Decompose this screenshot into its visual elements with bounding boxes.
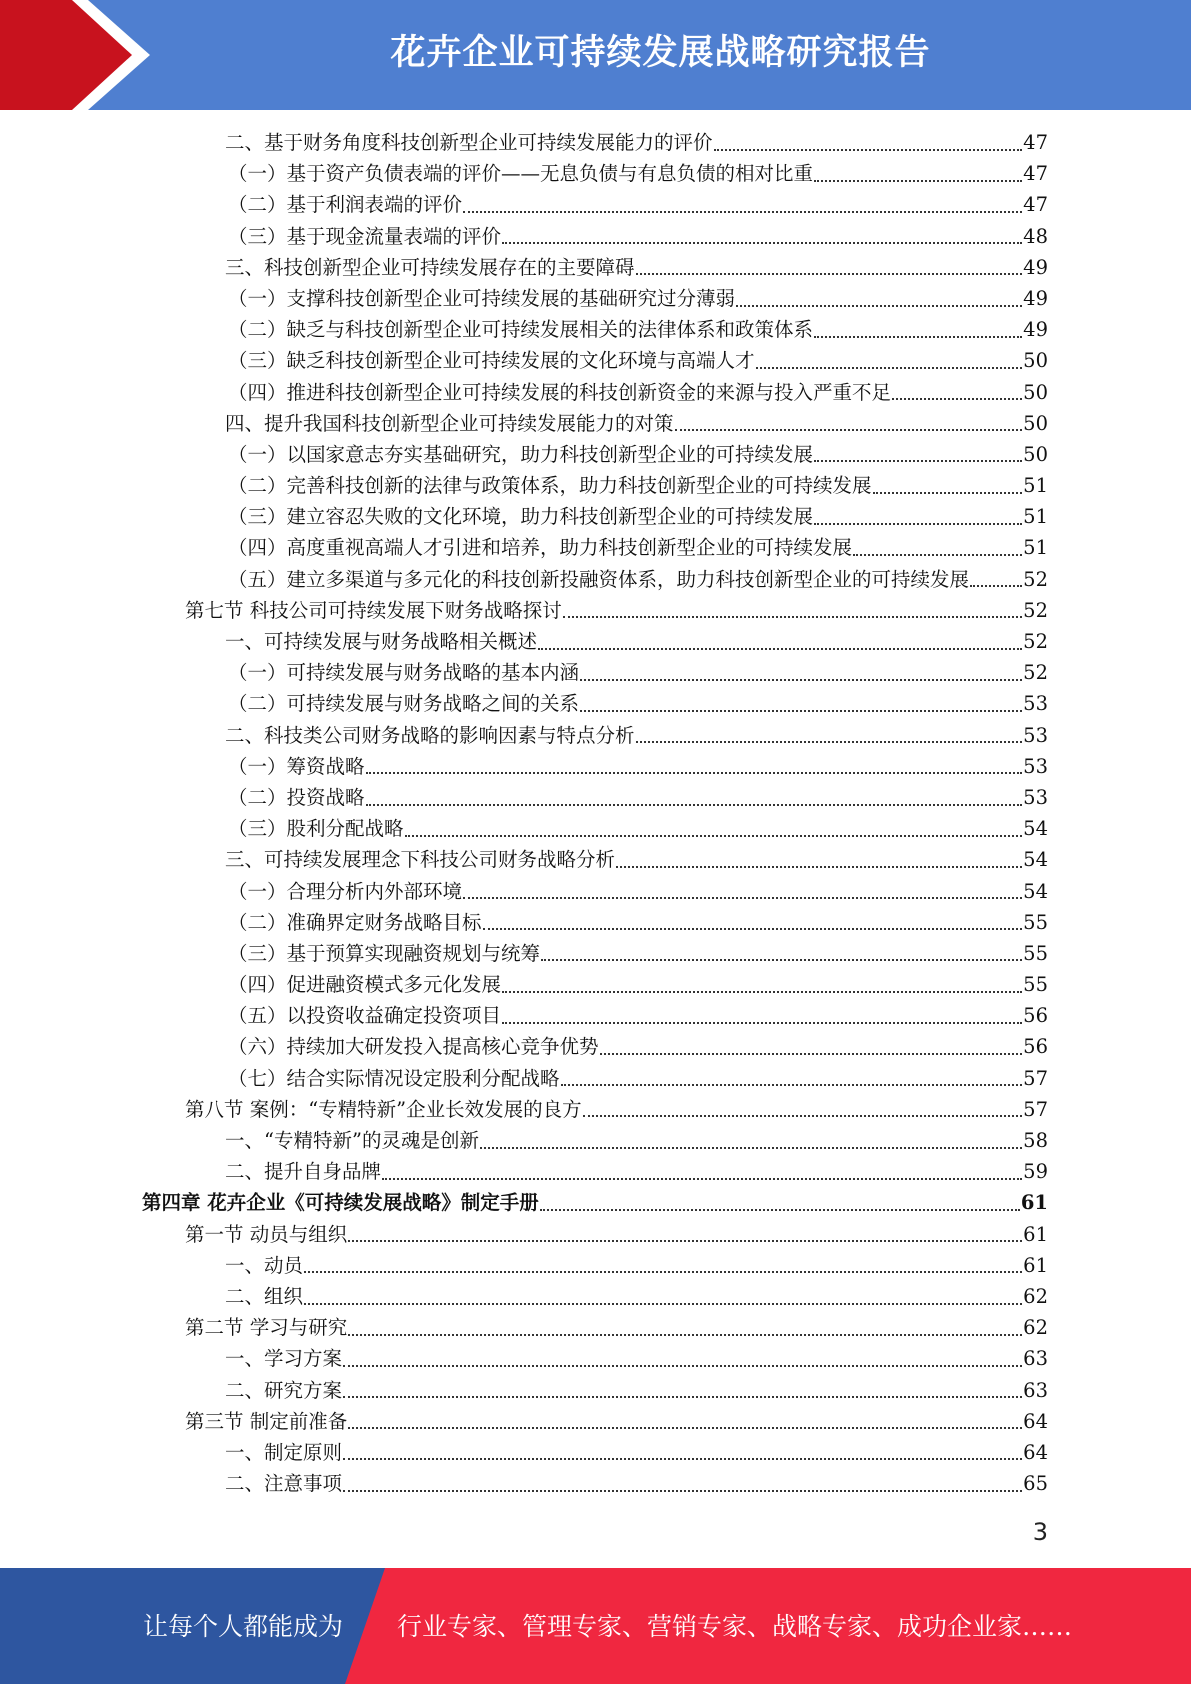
toc-dot-leader bbox=[580, 679, 1022, 681]
toc-entry-title: （二）投资战略 bbox=[228, 785, 365, 809]
toc-entry-page: 51 bbox=[1023, 474, 1048, 498]
toc-entry-page: 50 bbox=[1023, 380, 1048, 404]
toc-dot-leader bbox=[675, 429, 1023, 431]
toc-entry-title: （一）基于资产负债表端的评价——无息负债与有息负债的相对比重 bbox=[228, 162, 814, 186]
toc-entry[interactable] bbox=[0, 595, 1191, 626]
toc-entry-page: 47 bbox=[1023, 162, 1048, 186]
toc-entry-page: 56 bbox=[1023, 1004, 1048, 1028]
toc-dot-leader bbox=[636, 273, 1023, 275]
toc-dot-leader bbox=[736, 305, 1022, 307]
toc-dot-leader bbox=[873, 492, 1023, 494]
toc-entry-title: （二）完善科技创新的法律与政策体系，助力科技创新型企业的可持续发展 bbox=[228, 474, 872, 498]
toc-entry-title: 三、科技创新型企业可持续发展存在的主要障碍 bbox=[225, 255, 635, 279]
toc-entry-title: 二、基于财务角度科技创新型企业可持续发展能力的评价 bbox=[225, 131, 713, 154]
toc-entry-page: 48 bbox=[1023, 224, 1048, 248]
toc-dot-leader bbox=[483, 928, 1023, 930]
toc-entry-page: 52 bbox=[1023, 567, 1048, 591]
toc-dot-leader bbox=[343, 1396, 1022, 1398]
toc-entry-title: （三）基于现金流量表端的评价 bbox=[228, 224, 502, 248]
toc-entry[interactable] bbox=[0, 252, 1191, 283]
toc-dot-leader bbox=[502, 991, 1022, 993]
toc-entry[interactable] bbox=[0, 1281, 1191, 1312]
toc-entry[interactable] bbox=[0, 283, 1191, 314]
toc-entry-page: 55 bbox=[1023, 910, 1048, 934]
toc-entry-title: 第七节 科技公司可持续发展下财务战略探讨 bbox=[185, 598, 562, 622]
toc-entry[interactable] bbox=[0, 1219, 1191, 1250]
toc-entry-page: 52 bbox=[1023, 630, 1048, 653]
toc-entry-title: （五）建立多渠道与多元化的科技创新投融资体系，助力科技创新型企业的可持续发展 bbox=[228, 567, 970, 591]
toc-dot-leader bbox=[366, 804, 1023, 806]
toc-entry-page: 61 bbox=[1023, 1253, 1048, 1277]
toc-entry[interactable] bbox=[0, 1468, 1191, 1499]
toc-entry-page: 59 bbox=[1023, 1160, 1048, 1184]
toc-entry[interactable] bbox=[0, 1063, 1191, 1094]
toc-dot-leader bbox=[540, 1209, 1020, 1211]
toc-entry-title: （七）结合实际情况设定股利分配战略 bbox=[228, 1066, 560, 1090]
toc-entry[interactable] bbox=[0, 221, 1191, 252]
toc-entry[interactable] bbox=[0, 751, 1191, 782]
toc-entry-title: （一）以国家意志夯实基础研究，助力科技创新型企业的可持续发展 bbox=[228, 442, 814, 466]
toc-dot-leader bbox=[463, 897, 1022, 899]
page-header bbox=[0, 0, 1191, 110]
toc-dot-leader bbox=[714, 149, 1023, 151]
toc-entry[interactable] bbox=[0, 532, 1191, 563]
toc-dot-leader bbox=[853, 554, 1022, 556]
toc-entry-page: 56 bbox=[1023, 1035, 1048, 1059]
toc-entry-page: 61 bbox=[1020, 1191, 1048, 1215]
toc-entry[interactable] bbox=[0, 189, 1191, 220]
toc-entry-title: 一、制定原则 bbox=[225, 1440, 343, 1464]
toc-entry-title: 二、提升自身品牌 bbox=[225, 1160, 382, 1184]
toc-entry-page: 53 bbox=[1023, 692, 1048, 716]
toc-entry-page: 54 bbox=[1023, 848, 1048, 872]
toc-dot-leader bbox=[814, 523, 1022, 525]
toc-entry-page: 57 bbox=[1023, 1097, 1048, 1121]
toc-entry[interactable] bbox=[0, 1406, 1191, 1437]
toc-entry-page: 63 bbox=[1023, 1378, 1048, 1402]
toc-entry[interactable] bbox=[0, 876, 1191, 907]
page-number: 3 bbox=[1032, 1518, 1048, 1546]
toc-entry[interactable] bbox=[0, 314, 1191, 345]
toc-entry-page: 53 bbox=[1023, 785, 1048, 809]
toc-entry[interactable] bbox=[0, 1094, 1191, 1125]
toc-entry[interactable] bbox=[0, 1000, 1191, 1031]
toc-dot-leader bbox=[563, 616, 1022, 618]
toc-dot-leader bbox=[561, 1084, 1023, 1086]
toc-dot-leader bbox=[348, 1334, 1022, 1336]
toc-entry[interactable] bbox=[0, 720, 1191, 751]
toc-entry-title: 第一节 动员与组织 bbox=[185, 1222, 348, 1246]
toc-dot-leader bbox=[343, 1365, 1022, 1367]
toc-dot-leader bbox=[405, 835, 1023, 837]
toc-entry-page: 62 bbox=[1023, 1316, 1048, 1340]
toc-entry[interactable] bbox=[0, 844, 1191, 875]
toc-dot-leader bbox=[480, 1147, 1022, 1149]
toc-entry-title: （四）高度重视高端人才引进和培养，助力科技创新型企业的可持续发展 bbox=[228, 536, 853, 560]
toc-entry[interactable] bbox=[0, 1125, 1191, 1156]
toc-entry-title: （五）以投资收益确定投资项目 bbox=[228, 1004, 502, 1028]
toc-entry-page: 50 bbox=[1023, 349, 1048, 373]
toc-entry-title: 四、提升我国科技创新型企业可持续发展能力的对策 bbox=[225, 411, 674, 435]
toc-entry[interactable] bbox=[0, 345, 1191, 376]
toc-entry-title: 一、动员 bbox=[225, 1253, 304, 1277]
footer-slogan-right: 行业专家、管理专家、营销专家、战略专家、成功企业家…… bbox=[397, 1612, 1073, 1641]
toc-entry[interactable] bbox=[0, 782, 1191, 813]
toc-entry[interactable] bbox=[0, 626, 1191, 657]
toc-dot-leader bbox=[343, 1490, 1022, 1492]
toc-entry-page: 49 bbox=[1023, 318, 1048, 342]
toc-dot-leader bbox=[538, 648, 1022, 650]
toc-dot-leader bbox=[304, 1303, 1022, 1305]
toc-entry-page: 55 bbox=[1023, 973, 1048, 997]
toc-entry-page: 64 bbox=[1023, 1440, 1048, 1464]
toc-entry-title: （四）促进融资模式多元化发展 bbox=[228, 973, 502, 997]
toc-entry-title: 一、学习方案 bbox=[225, 1347, 343, 1371]
toc-entry-page: 50 bbox=[1023, 442, 1048, 466]
toc-dot-leader bbox=[600, 1053, 1023, 1055]
toc-entry[interactable] bbox=[0, 1375, 1191, 1406]
toc-dot-leader bbox=[583, 1115, 1023, 1117]
toc-entry[interactable] bbox=[0, 377, 1191, 408]
toc-entry-title: 第二节 学习与研究 bbox=[185, 1316, 348, 1340]
toc-dot-leader bbox=[502, 1022, 1022, 1024]
toc-entry-title: （二）缺乏与科技创新型企业可持续发展相关的法律体系和政策体系 bbox=[228, 318, 814, 342]
toc-entry-title: （六）持续加大研发投入提高核心竞争优势 bbox=[228, 1035, 599, 1059]
toc-entry[interactable] bbox=[0, 158, 1191, 189]
header-chevron-red bbox=[0, 0, 140, 110]
toc-entry-page: 47 bbox=[1023, 131, 1048, 154]
toc-entry-page: 58 bbox=[1023, 1129, 1048, 1152]
toc-entry-page: 62 bbox=[1023, 1284, 1048, 1308]
toc-dot-leader bbox=[541, 959, 1022, 961]
toc-entry-page: 61 bbox=[1023, 1222, 1048, 1246]
toc-entry-page: 49 bbox=[1023, 286, 1048, 310]
toc-dot-leader bbox=[348, 1240, 1022, 1242]
toc-entry-title: （三）股利分配战略 bbox=[228, 817, 404, 841]
toc-entry-title: （一）支撑科技创新型企业可持续发展的基础研究过分薄弱 bbox=[228, 286, 736, 310]
toc-entry-title: （一）合理分析内外部环境 bbox=[228, 879, 463, 903]
toc-dot-leader bbox=[343, 1458, 1022, 1460]
toc-entry-title: （三）基于预算实现融资规划与统筹 bbox=[228, 941, 541, 965]
toc-entry-title: （二）可持续发展与财务战略之间的关系 bbox=[228, 692, 580, 716]
toc-entry[interactable] bbox=[0, 1250, 1191, 1281]
toc-entry[interactable] bbox=[0, 501, 1191, 532]
toc-entry[interactable] bbox=[0, 688, 1191, 719]
toc-entry[interactable] bbox=[0, 969, 1191, 1000]
toc-dot-leader bbox=[580, 710, 1022, 712]
toc-dot-leader bbox=[382, 1178, 1022, 1180]
toc-entry-page: 51 bbox=[1023, 536, 1048, 560]
toc-dot-leader bbox=[616, 866, 1022, 868]
report-title: 花卉企业可持续发展战略研究报告 bbox=[390, 33, 931, 73]
toc-entry-page: 65 bbox=[1023, 1472, 1048, 1496]
toc-entry[interactable] bbox=[0, 1312, 1191, 1343]
toc-entry-page: 49 bbox=[1023, 255, 1048, 279]
toc-entry-page: 53 bbox=[1023, 723, 1048, 747]
toc-entry-page: 47 bbox=[1023, 193, 1048, 217]
toc-dot-leader bbox=[814, 460, 1022, 462]
toc-entry-title: 第四章 花卉企业《可持续发展战略》制定手册 bbox=[142, 1191, 539, 1215]
toc-entry-title: 一、“专精特新”的灵魂是创新 bbox=[225, 1129, 479, 1152]
toc-entry-page: 50 bbox=[1023, 411, 1048, 435]
toc-entry[interactable] bbox=[0, 1031, 1191, 1062]
toc-dot-leader bbox=[366, 772, 1023, 774]
toc-entry-title: （四）推进科技创新型企业可持续发展的科技创新资金的来源与投入严重不足 bbox=[228, 380, 892, 404]
toc-entry-page: 51 bbox=[1023, 505, 1048, 529]
toc-entry-page: 55 bbox=[1023, 941, 1048, 965]
toc-dot-leader bbox=[636, 741, 1023, 743]
toc-entry-page: 53 bbox=[1023, 754, 1048, 778]
toc-entry[interactable] bbox=[0, 1156, 1191, 1187]
toc-dot-leader bbox=[502, 242, 1022, 244]
table-of-contents bbox=[0, 127, 1191, 1499]
toc-entry-page: 54 bbox=[1023, 879, 1048, 903]
toc-entry-title: （三）建立容忍失败的文化环境，助力科技创新型企业的可持续发展 bbox=[228, 505, 814, 529]
toc-entry-title: 二、研究方案 bbox=[225, 1378, 343, 1402]
toc-entry-page: 64 bbox=[1023, 1409, 1048, 1433]
toc-entry[interactable] bbox=[0, 470, 1191, 501]
toc-dot-leader bbox=[756, 367, 1023, 369]
toc-entry-page: 57 bbox=[1023, 1066, 1048, 1090]
toc-entry[interactable] bbox=[0, 439, 1191, 470]
toc-entry[interactable] bbox=[0, 408, 1191, 439]
toc-entry-title: 二、组织 bbox=[225, 1284, 304, 1308]
toc-dot-leader bbox=[970, 585, 1022, 587]
footer-slogan-left: 让每个人都能成为 bbox=[143, 1612, 344, 1641]
toc-dot-leader bbox=[463, 211, 1022, 213]
toc-entry-title: （二）准确界定财务战略目标 bbox=[228, 910, 482, 934]
toc-entry-title: 三、可持续发展理念下科技公司财务战略分析 bbox=[225, 848, 616, 872]
toc-entry-title: 二、科技类公司财务战略的影响因素与特点分析 bbox=[225, 723, 635, 747]
toc-entry[interactable] bbox=[0, 1343, 1191, 1374]
toc-dot-leader bbox=[814, 180, 1022, 182]
toc-entry-title: （一）可持续发展与财务战略的基本内涵 bbox=[228, 661, 580, 685]
toc-entry[interactable] bbox=[0, 564, 1191, 595]
toc-dot-leader bbox=[304, 1271, 1022, 1273]
toc-entry-title: （一）筹资战略 bbox=[228, 754, 365, 778]
toc-entry[interactable] bbox=[0, 938, 1191, 969]
toc-entry[interactable] bbox=[0, 127, 1191, 158]
toc-entry-page: 52 bbox=[1023, 598, 1048, 622]
toc-entry[interactable] bbox=[0, 1437, 1191, 1468]
page-footer bbox=[0, 1568, 1191, 1684]
toc-entry-title: （二）基于利润表端的评价 bbox=[228, 193, 463, 217]
toc-dot-leader bbox=[814, 336, 1022, 338]
toc-dot-leader bbox=[348, 1427, 1022, 1429]
toc-entry-title: 第三节 制定前准备 bbox=[185, 1409, 348, 1433]
toc-entry-title: 二、注意事项 bbox=[225, 1472, 343, 1496]
toc-dot-leader bbox=[892, 398, 1022, 400]
toc-entry[interactable] bbox=[0, 1187, 1191, 1218]
toc-entry-page: 52 bbox=[1023, 661, 1048, 685]
toc-entry-title: （三）缺乏科技创新型企业可持续发展的文化环境与高端人才 bbox=[228, 349, 755, 373]
toc-entry[interactable] bbox=[0, 813, 1191, 844]
toc-entry[interactable] bbox=[0, 907, 1191, 938]
toc-entry-page: 54 bbox=[1023, 817, 1048, 841]
toc-entry-title: 一、可持续发展与财务战略相关概述 bbox=[225, 630, 538, 653]
toc-entry[interactable] bbox=[0, 657, 1191, 688]
toc-entry-page: 63 bbox=[1023, 1347, 1048, 1371]
toc-entry-title: 第八节 案例：“专精特新”企业长效发展的良方 bbox=[185, 1097, 582, 1121]
